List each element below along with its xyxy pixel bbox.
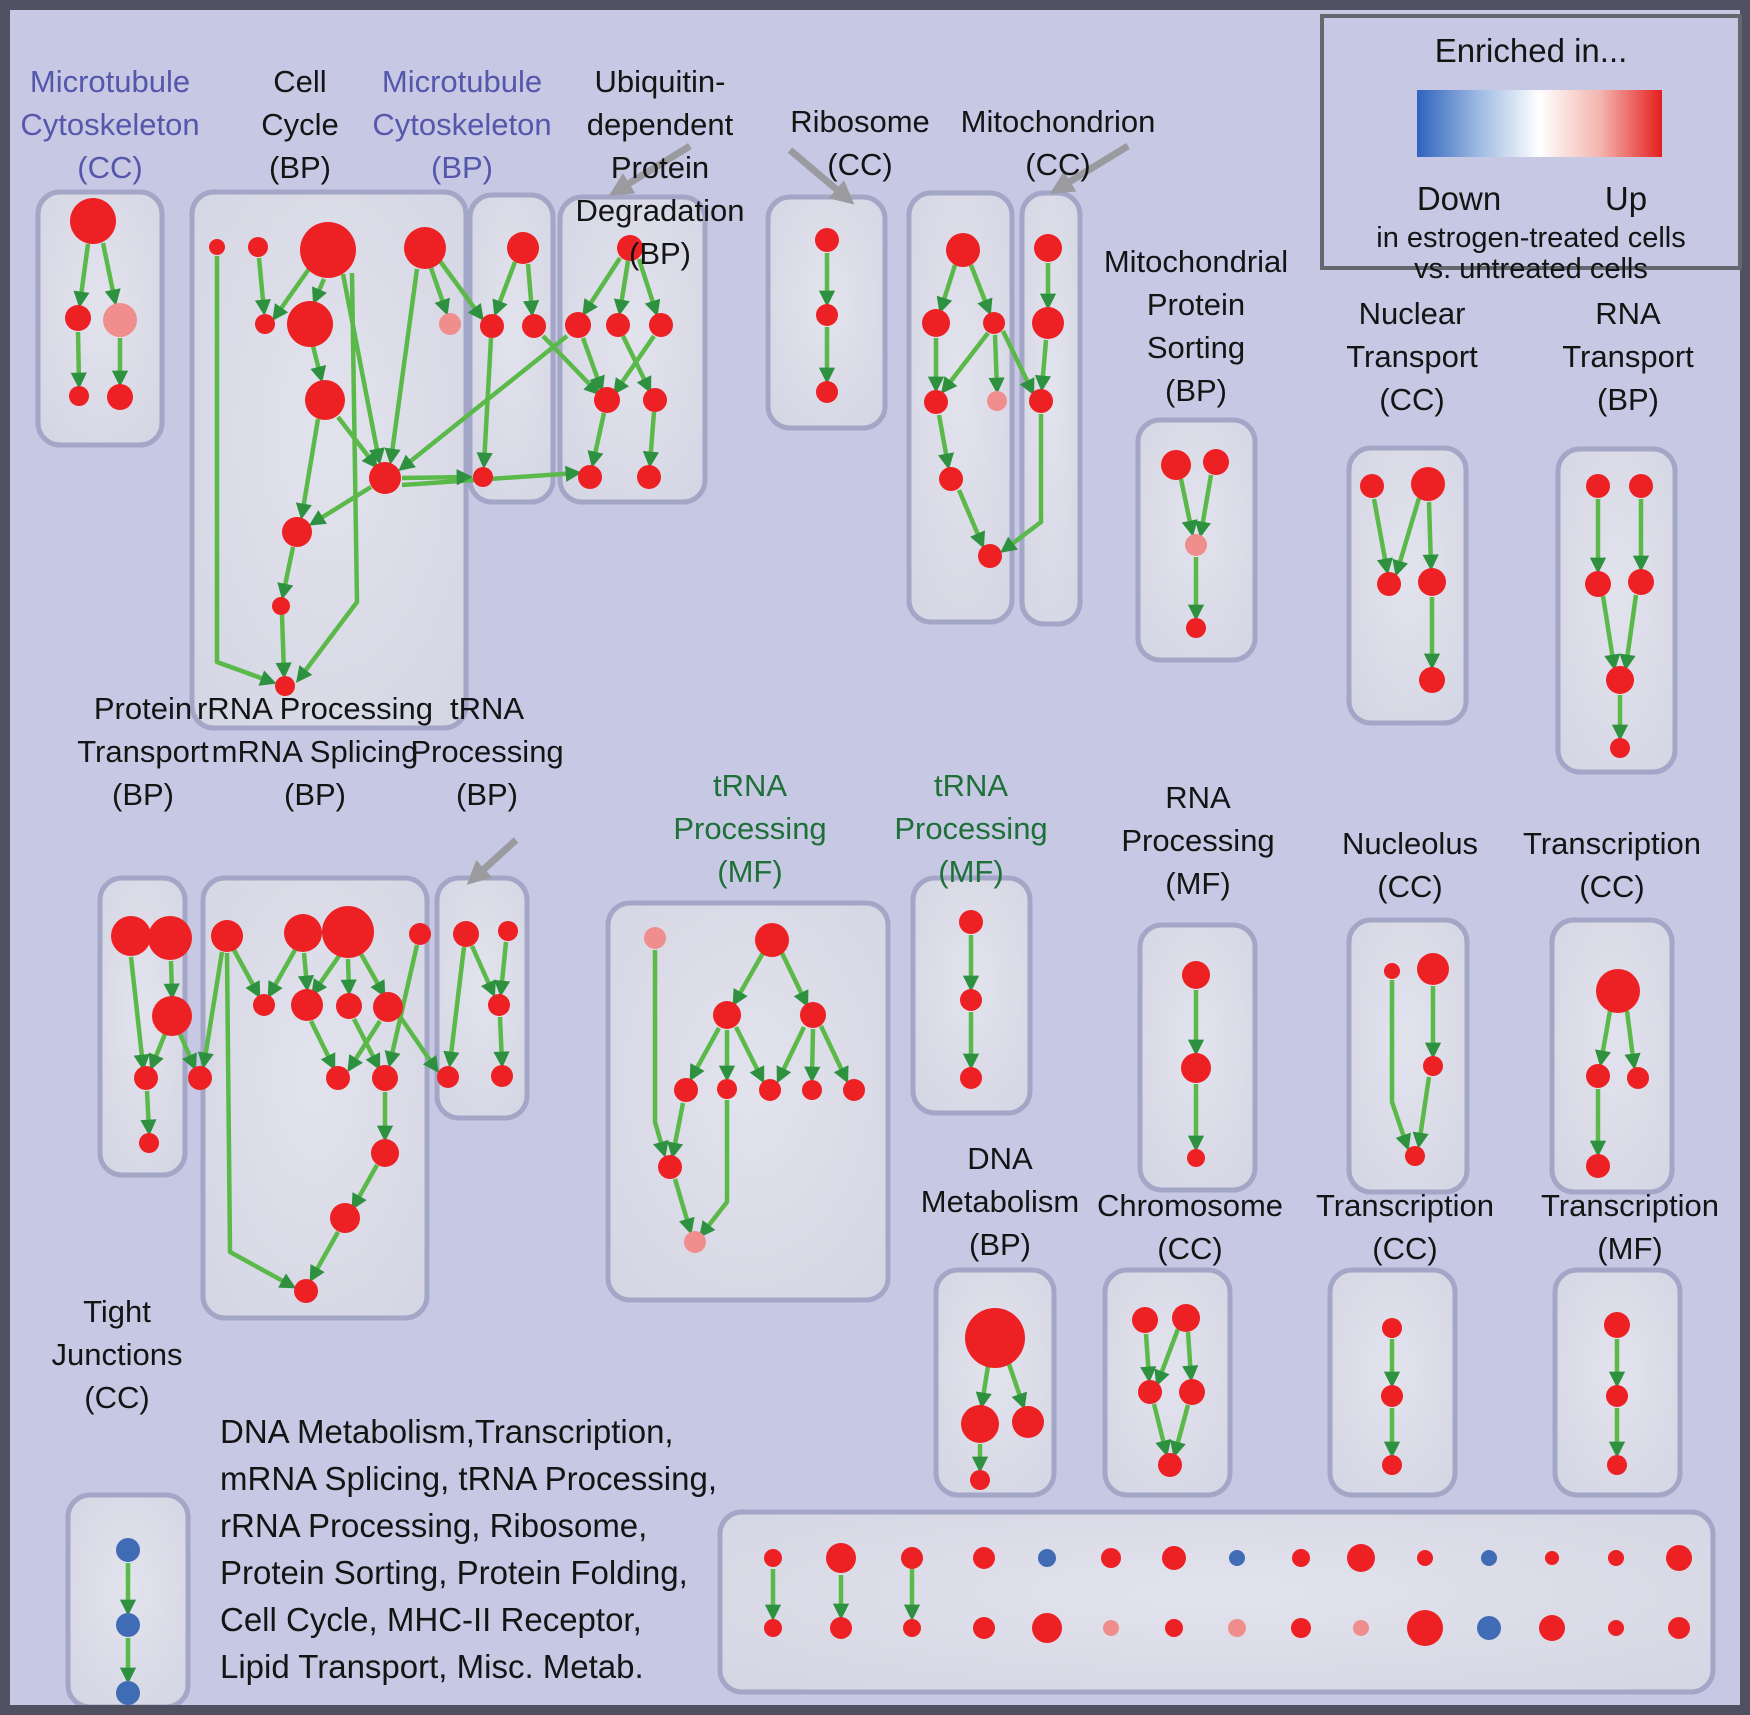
go-term-node bbox=[1187, 1149, 1205, 1167]
go-term-node bbox=[1419, 667, 1445, 693]
cluster-label-line: (CC) bbox=[1379, 382, 1445, 417]
go-term-node bbox=[1545, 1551, 1559, 1565]
cluster-label-line: Cytoskeleton bbox=[372, 107, 552, 142]
go-term-node bbox=[522, 314, 546, 338]
edge-arrow bbox=[1188, 1332, 1191, 1377]
go-term-node bbox=[1586, 1064, 1610, 1088]
go-term-node bbox=[116, 1538, 140, 1562]
legend-title: Enriched in... bbox=[1434, 32, 1628, 69]
go-term-node bbox=[830, 1617, 852, 1639]
go-term-node bbox=[1353, 1620, 1369, 1636]
go-term-node bbox=[1347, 1544, 1375, 1572]
go-term-node bbox=[1384, 963, 1400, 979]
edge-arrow bbox=[500, 1017, 502, 1063]
go-term-node bbox=[1628, 569, 1654, 595]
go-term-node bbox=[294, 1279, 318, 1303]
go-term-node bbox=[404, 227, 446, 269]
go-term-node bbox=[1539, 1615, 1565, 1641]
go-term-node bbox=[369, 462, 401, 494]
caption-line: mRNA Splicing, tRNA Processing, bbox=[220, 1460, 718, 1497]
go-term-node bbox=[901, 1547, 923, 1569]
cluster-label-line: (BP) bbox=[1165, 373, 1227, 408]
go-term-node bbox=[253, 994, 275, 1016]
go-term-node bbox=[922, 309, 950, 337]
cluster-label-line: Junctions bbox=[51, 1337, 183, 1372]
cluster-label-line: Processing bbox=[894, 811, 1048, 846]
go-term-node bbox=[1586, 474, 1610, 498]
go-term-node bbox=[1596, 969, 1640, 1013]
go-term-node bbox=[1186, 618, 1206, 638]
go-term-node bbox=[759, 1079, 781, 1101]
legend-box bbox=[1320, 14, 1742, 285]
cluster-box-transcription-cc-a bbox=[1552, 920, 1672, 1192]
go-term-node bbox=[152, 996, 192, 1036]
cluster-label-line: Microtubule bbox=[381, 64, 543, 99]
caption-line: Protein Sorting, Protein Folding, bbox=[220, 1554, 688, 1591]
go-term-node bbox=[658, 1155, 682, 1179]
go-term-node bbox=[1629, 474, 1653, 498]
cluster-label-line: (CC) bbox=[827, 147, 893, 182]
go-term-node bbox=[1666, 1545, 1692, 1571]
go-term-node bbox=[1101, 1548, 1121, 1568]
cluster-label-line: (BP) bbox=[629, 236, 691, 271]
go-term-node bbox=[1377, 572, 1401, 596]
go-term-node bbox=[1627, 1067, 1649, 1089]
go-term-node bbox=[116, 1613, 140, 1637]
cluster-label-line: (CC) bbox=[1025, 147, 1091, 182]
go-term-node bbox=[480, 314, 504, 338]
go-term-node bbox=[116, 1681, 140, 1705]
go-term-node bbox=[1181, 1053, 1211, 1083]
edge-arrow bbox=[1429, 502, 1431, 566]
cluster-label-line: Metabolism bbox=[920, 1184, 1080, 1219]
go-term-node bbox=[437, 1066, 459, 1088]
cluster-label-line: Protein bbox=[1146, 287, 1246, 322]
legend-down-label: Down bbox=[1416, 180, 1502, 217]
go-term-node bbox=[617, 235, 643, 261]
go-term-node bbox=[488, 994, 510, 1016]
caption-line: Lipid Transport, Misc. Metab. bbox=[220, 1648, 644, 1685]
go-term-node bbox=[70, 198, 116, 244]
go-term-node bbox=[69, 386, 89, 406]
go-term-node bbox=[684, 1231, 706, 1253]
cluster-label-line: Protein bbox=[93, 691, 193, 726]
go-term-node bbox=[1185, 534, 1207, 556]
go-term-node bbox=[816, 381, 838, 403]
go-term-node bbox=[1032, 1613, 1062, 1643]
cluster-label-line: (CC) bbox=[1157, 1231, 1223, 1266]
edge-arrow bbox=[812, 1029, 813, 1078]
go-term-node bbox=[649, 313, 673, 337]
cluster-box-rna-transport bbox=[1558, 449, 1675, 772]
cluster-label-line: Nucleolus bbox=[1341, 826, 1479, 861]
cluster-label-line: Microtubule bbox=[29, 64, 191, 99]
cluster-label-line: Cycle bbox=[261, 107, 339, 142]
go-term-node bbox=[1606, 1385, 1628, 1407]
annotation-arrow bbox=[1056, 146, 1128, 190]
go-term-node bbox=[1158, 1453, 1182, 1477]
go-term-node bbox=[717, 1079, 737, 1099]
cluster-label-line: Processing bbox=[1121, 823, 1275, 858]
go-term-node bbox=[1607, 1455, 1627, 1475]
go-term-node bbox=[1203, 449, 1229, 475]
go-term-node bbox=[973, 1617, 995, 1639]
cluster-label-line: Processing bbox=[673, 811, 827, 846]
cluster-box-trna-mf-1 bbox=[608, 903, 888, 1300]
cluster-label-line: Mitochondrion bbox=[960, 104, 1156, 139]
caption-line: Cell Cycle, MHC-II Receptor, bbox=[220, 1601, 642, 1638]
go-term-node bbox=[1182, 961, 1210, 989]
cluster-label-line: tRNA bbox=[933, 768, 1009, 803]
go-term-node bbox=[1382, 1318, 1402, 1338]
annotation-arrow bbox=[472, 840, 516, 880]
go-term-node bbox=[637, 465, 661, 489]
go-term-node bbox=[491, 1065, 513, 1087]
cluster-label-line: Protein bbox=[610, 150, 710, 185]
go-term-node bbox=[326, 1066, 350, 1090]
go-term-node bbox=[1423, 1056, 1443, 1076]
go-term-node bbox=[1161, 450, 1191, 480]
go-term-node bbox=[970, 1470, 990, 1490]
go-term-node bbox=[1585, 571, 1611, 597]
go-term-node bbox=[330, 1203, 360, 1233]
go-term-node bbox=[1608, 1550, 1624, 1566]
cluster-label-line: (CC) bbox=[77, 150, 143, 185]
go-term-node bbox=[1606, 666, 1634, 694]
cluster-label-line: Cytoskeleton bbox=[20, 107, 200, 142]
go-term-node bbox=[983, 312, 1005, 334]
cluster-label-line: Transport bbox=[77, 734, 209, 769]
cluster-label-line: (MF) bbox=[717, 854, 783, 889]
legend-subtitle-line2: vs. untreated cells bbox=[1414, 253, 1648, 285]
go-term-node bbox=[1608, 1620, 1624, 1636]
cluster-label-line: Degradation bbox=[575, 193, 745, 228]
cluster-label-line: Ribosome bbox=[790, 104, 930, 139]
go-term-node bbox=[802, 1080, 822, 1100]
cluster-label-line: (BP) bbox=[431, 150, 493, 185]
caption-line: rRNA Processing, Ribosome, bbox=[220, 1507, 648, 1544]
go-term-node bbox=[1381, 1385, 1403, 1407]
go-term-node bbox=[946, 233, 980, 267]
go-term-node bbox=[606, 313, 630, 337]
go-term-node bbox=[815, 228, 839, 252]
caption-line: DNA Metabolism,Transcription, bbox=[220, 1413, 674, 1450]
go-term-node bbox=[1103, 1620, 1119, 1636]
go-term-node bbox=[284, 914, 322, 952]
go-term-node bbox=[107, 384, 133, 410]
cluster-label-line: Mitochondrial bbox=[1103, 244, 1289, 279]
go-term-node bbox=[960, 989, 982, 1011]
cluster-label-line: (MF) bbox=[938, 854, 1004, 889]
go-term-node bbox=[1138, 1380, 1162, 1404]
cluster-label-line: (CC) bbox=[1579, 869, 1645, 904]
edge-arrow bbox=[78, 332, 79, 384]
go-term-node bbox=[1034, 234, 1062, 262]
go-term-node bbox=[282, 517, 312, 547]
go-term-node bbox=[453, 921, 479, 947]
go-term-node bbox=[336, 993, 362, 1019]
go-term-node bbox=[644, 927, 666, 949]
go-term-node bbox=[275, 676, 295, 696]
edge-arrow bbox=[402, 477, 468, 478]
go-term-node bbox=[713, 1001, 741, 1029]
cluster-label-line: Transcription bbox=[1540, 1188, 1720, 1223]
go-term-node bbox=[961, 1405, 999, 1443]
go-term-node bbox=[1417, 1550, 1433, 1566]
go-term-node bbox=[1417, 953, 1449, 985]
go-term-node bbox=[1407, 1610, 1443, 1646]
go-term-node bbox=[565, 312, 591, 338]
go-term-node bbox=[959, 910, 983, 934]
go-term-node bbox=[134, 1066, 158, 1090]
edge-arrow bbox=[171, 961, 172, 995]
go-term-node bbox=[987, 391, 1007, 411]
go-term-node bbox=[372, 1065, 398, 1091]
go-term-node bbox=[578, 465, 602, 489]
go-term-node bbox=[800, 1002, 826, 1028]
go-term-node bbox=[291, 989, 323, 1021]
cluster-label-line: Processing bbox=[410, 734, 564, 769]
go-term-node bbox=[248, 237, 268, 257]
go-term-node bbox=[1477, 1616, 1501, 1640]
go-term-node bbox=[816, 304, 838, 326]
go-term-node bbox=[973, 1547, 995, 1569]
cluster-label-line: (BP) bbox=[969, 1227, 1031, 1262]
cluster-label-line: Chromosome bbox=[1096, 1188, 1284, 1223]
go-term-node bbox=[1038, 1549, 1056, 1567]
go-term-node bbox=[1132, 1307, 1158, 1333]
go-term-node bbox=[65, 305, 91, 331]
go-term-node bbox=[1481, 1550, 1497, 1566]
edge-arrow bbox=[304, 953, 307, 987]
go-term-node bbox=[1411, 467, 1445, 501]
cluster-label-line: (MF) bbox=[1165, 866, 1231, 901]
go-term-node bbox=[1172, 1304, 1200, 1332]
go-term-node bbox=[978, 544, 1002, 568]
cluster-label-line: rRNA Processing bbox=[196, 691, 434, 726]
annotation-arrow bbox=[790, 150, 849, 200]
go-term-node bbox=[1382, 1455, 1402, 1475]
cluster-label-line: Transport bbox=[1562, 339, 1694, 374]
go-term-node bbox=[594, 387, 620, 413]
cluster-label-line: (BP) bbox=[284, 777, 346, 812]
go-term-node bbox=[473, 467, 493, 487]
go-term-node bbox=[1165, 1619, 1183, 1637]
go-term-node bbox=[1668, 1617, 1690, 1639]
cluster-label-line: (CC) bbox=[1372, 1231, 1438, 1266]
go-term-node bbox=[111, 916, 151, 956]
go-term-node bbox=[439, 313, 461, 335]
edge-arrow bbox=[282, 615, 284, 674]
cluster-label-line: mRNA Splicing bbox=[211, 734, 419, 769]
cluster-label-line: (BP) bbox=[111, 777, 174, 812]
go-term-node bbox=[903, 1619, 921, 1637]
annotation-arrow bbox=[615, 146, 690, 192]
cluster-label-line: tRNA bbox=[449, 691, 525, 726]
go-term-node bbox=[409, 923, 431, 945]
cluster-label-line: Nuclear bbox=[1358, 296, 1466, 331]
go-term-node bbox=[507, 232, 539, 264]
cluster-label-line: DNA bbox=[967, 1141, 1033, 1176]
go-term-node bbox=[960, 1067, 982, 1089]
edge-arrow bbox=[348, 959, 349, 991]
cluster-label-line: Transcription bbox=[1315, 1188, 1495, 1223]
go-term-node bbox=[1229, 1550, 1245, 1566]
legend-subtitle-line1: in estrogen-treated cells bbox=[1376, 222, 1686, 254]
go-term-node bbox=[322, 906, 374, 958]
go-term-node bbox=[373, 992, 403, 1022]
cluster-label-line: RNA bbox=[1165, 780, 1231, 815]
edge-arrow bbox=[995, 335, 997, 389]
go-term-node bbox=[764, 1549, 782, 1567]
merged-clusters-caption bbox=[220, 1408, 717, 1690]
cluster-label-line: (BP) bbox=[1596, 382, 1659, 417]
go-term-node bbox=[1029, 389, 1053, 413]
cluster-label-line: Tight bbox=[83, 1294, 151, 1329]
go-term-node bbox=[1032, 307, 1064, 339]
legend-up-label: Up bbox=[1604, 180, 1648, 217]
go-term-node bbox=[498, 921, 518, 941]
go-term-node bbox=[1012, 1406, 1044, 1438]
go-term-node bbox=[924, 390, 948, 414]
go-term-node bbox=[674, 1078, 698, 1102]
go-term-node bbox=[843, 1079, 865, 1101]
go-term-node bbox=[1586, 1154, 1610, 1178]
cluster-label-line: tRNA bbox=[712, 768, 788, 803]
cluster-label-line: Transport bbox=[1346, 339, 1478, 374]
go-term-node bbox=[148, 916, 192, 960]
cluster-label-line: dependent bbox=[586, 107, 734, 142]
edge-arrow bbox=[1146, 1334, 1149, 1378]
go-term-node bbox=[1610, 738, 1630, 758]
go-term-node bbox=[1291, 1618, 1311, 1638]
edge-arrow bbox=[147, 1091, 149, 1131]
go-term-node bbox=[1405, 1146, 1425, 1166]
cluster-box-merged-bottom bbox=[720, 1512, 1713, 1692]
go-term-node bbox=[103, 303, 137, 337]
go-term-node bbox=[300, 222, 356, 278]
go-term-node bbox=[287, 301, 333, 347]
go-term-node bbox=[1228, 1619, 1246, 1637]
cluster-label-line: Sorting bbox=[1146, 330, 1246, 365]
go-term-node bbox=[764, 1619, 782, 1637]
go-term-node bbox=[1292, 1549, 1310, 1567]
go-term-node bbox=[211, 920, 243, 952]
go-term-node bbox=[643, 388, 667, 412]
cluster-label-line: Ubiquitin- bbox=[594, 64, 726, 99]
go-term-node bbox=[209, 239, 225, 255]
go-term-node bbox=[1604, 1312, 1630, 1338]
go-term-node bbox=[139, 1133, 159, 1153]
cluster-label-line: RNA bbox=[1595, 296, 1661, 331]
go-term-node bbox=[371, 1139, 399, 1167]
legend-gradient-bar bbox=[1417, 90, 1662, 157]
go-term-node bbox=[965, 1308, 1025, 1368]
cluster-label-line: (CC) bbox=[84, 1380, 150, 1415]
go-term-node bbox=[272, 597, 290, 615]
go-term-node bbox=[826, 1543, 856, 1573]
go-term-node bbox=[1360, 474, 1384, 498]
go-term-node bbox=[255, 314, 275, 334]
cluster-label-line: (BP) bbox=[455, 777, 518, 812]
cluster-label-line: Transcription bbox=[1522, 826, 1702, 861]
go-term-node bbox=[1179, 1379, 1205, 1405]
cluster-box-dna-metabolism bbox=[936, 1270, 1054, 1495]
cluster-label-line: (CC) bbox=[1377, 869, 1443, 904]
go-term-node bbox=[1418, 568, 1446, 596]
go-term-node bbox=[1162, 1546, 1186, 1570]
go-term-node bbox=[188, 1066, 212, 1090]
cluster-label-line: (MF) bbox=[1597, 1231, 1663, 1266]
go-term-node bbox=[939, 467, 963, 491]
go-term-node bbox=[305, 380, 345, 420]
go-term-node bbox=[755, 923, 789, 957]
cluster-label-line: Cell bbox=[273, 64, 327, 99]
cluster-label-line: (BP) bbox=[268, 150, 331, 185]
